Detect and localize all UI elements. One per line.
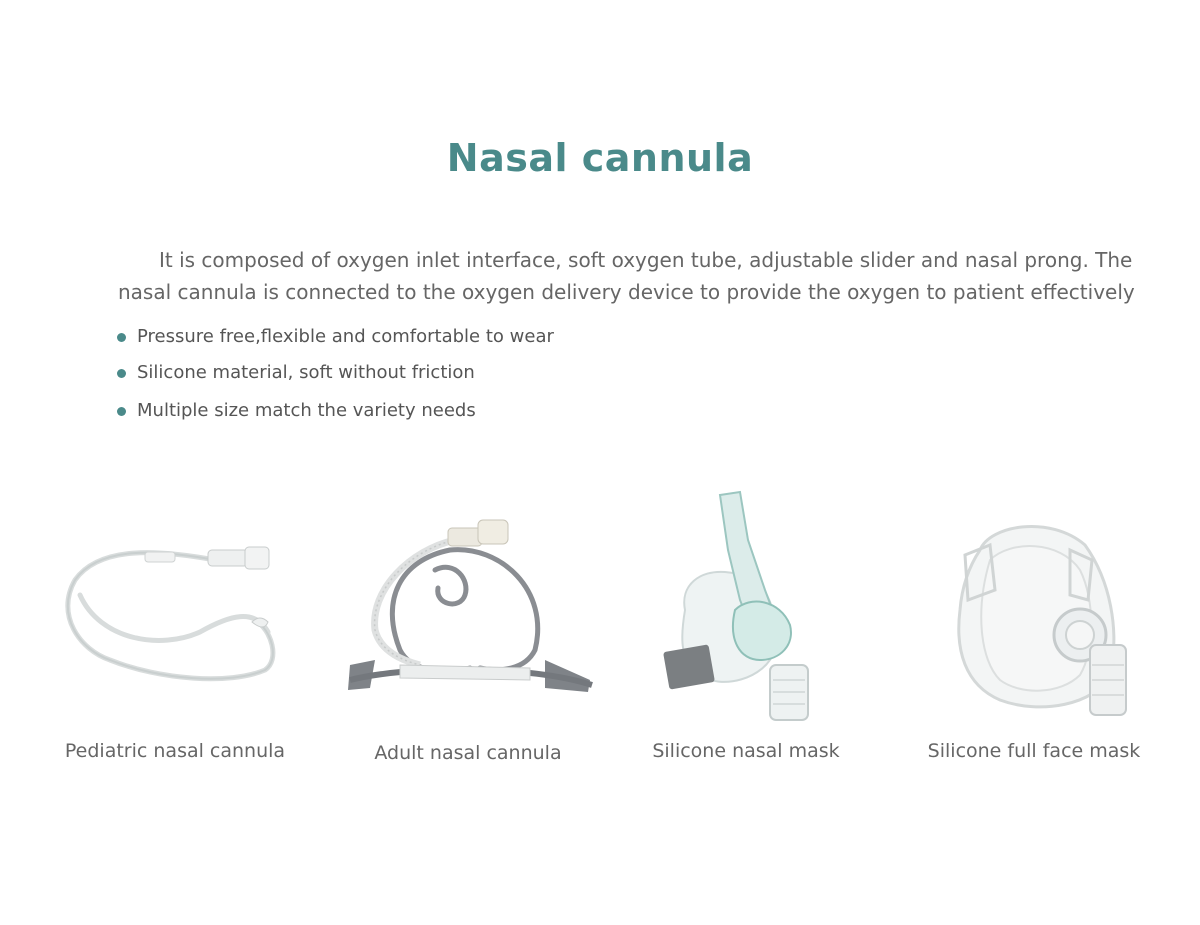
- feature-item: [117, 358, 554, 394]
- page-title: Nasal cannula: [446, 136, 754, 180]
- product-card-full-face-mask[interactable]: [920, 500, 1148, 780]
- product-caption: Silicone full face mask: [927, 740, 1141, 762]
- feature-item: [117, 322, 554, 358]
- full-face-mask-image: [920, 500, 1148, 725]
- pediatric-cannula-image: [40, 520, 310, 710]
- nasal-mask-image: [640, 480, 852, 725]
- product-caption: Silicone nasal mask: [652, 740, 840, 762]
- feature-item: [117, 396, 554, 432]
- intro-paragraph: [118, 244, 1135, 308]
- bullet-dot-icon: [117, 369, 126, 378]
- product-card-adult[interactable]: [330, 500, 606, 780]
- feature-text: Pressure free,flexible and comfortable to wear: [137, 326, 554, 347]
- intro-line-2: nasal cannula is connected to the oxygen delivery device to provide the oxygen to patient effectively: [118, 280, 1135, 304]
- feature-text: Multiple size match the variety needs: [137, 400, 476, 421]
- product-caption: Adult nasal cannula: [374, 742, 562, 764]
- feature-list: [117, 322, 554, 432]
- intro-line-1: It is composed of oxygen inlet interface, soft oxygen tube, adjustable slider and nasal prong. The: [159, 248, 1133, 272]
- product-card-nasal-mask[interactable]: [640, 480, 852, 780]
- adult-cannula-image: [330, 500, 606, 710]
- product-card-pediatric[interactable]: [40, 520, 310, 780]
- bullet-dot-icon: [117, 333, 126, 342]
- feature-text: Silicone material, soft without friction: [137, 362, 475, 383]
- bullet-dot-icon: [117, 407, 126, 416]
- product-caption: Pediatric nasal cannula: [64, 740, 286, 762]
